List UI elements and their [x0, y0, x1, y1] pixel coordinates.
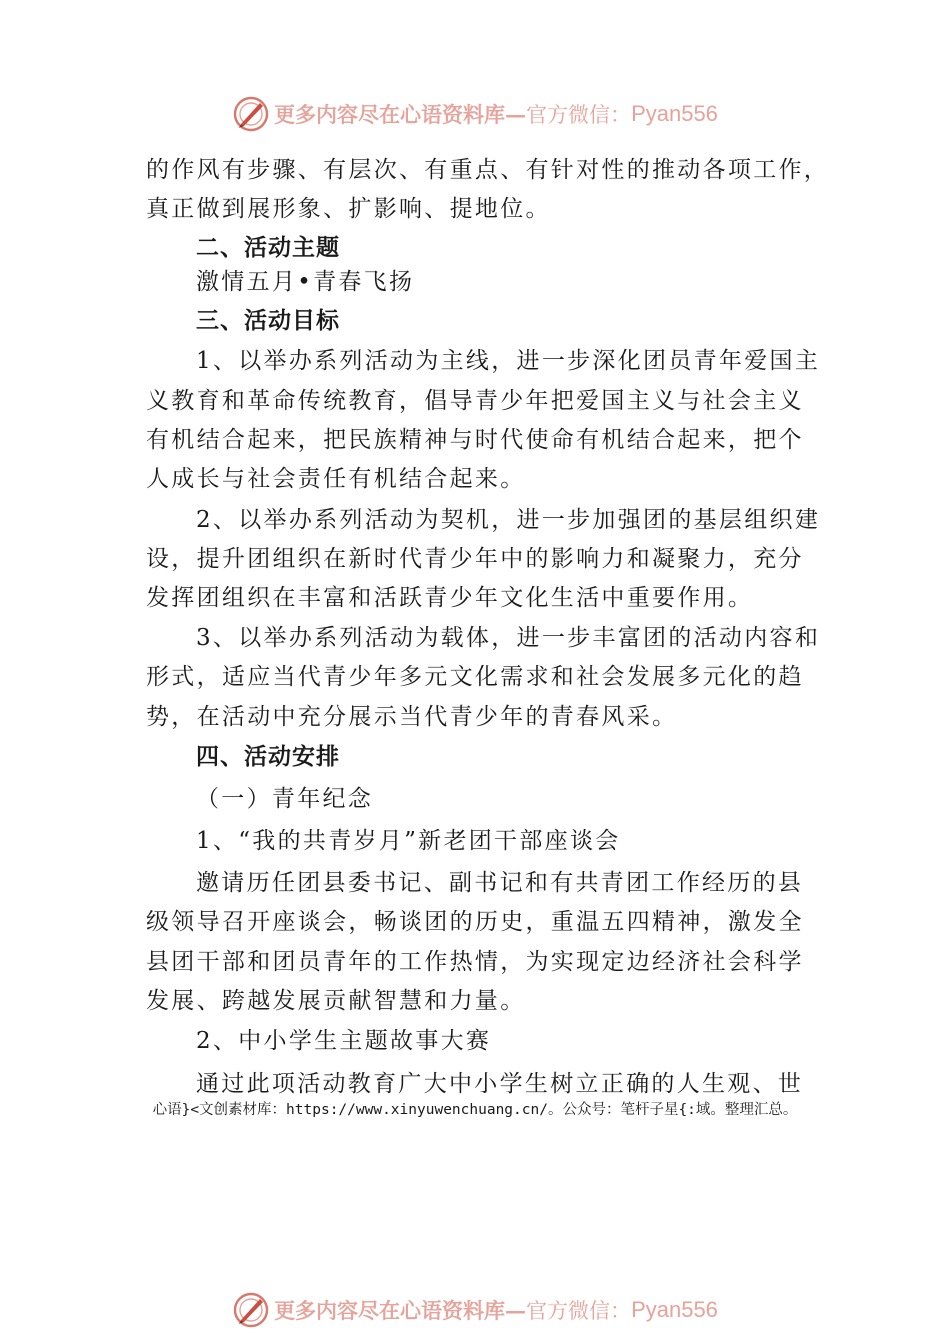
footer-wechat-id: Pyan556 — [631, 1297, 718, 1322]
body-line: 人成长与社会责任有机结合起来。 — [146, 466, 526, 492]
body-line: 3、以举办系列活动为载体，进一步丰富团的活动内容和 — [196, 625, 821, 651]
footer-banner — [0, 1288, 950, 1332]
body-line: 势，在活动中充分展示当代青少年的青春风采。 — [146, 704, 678, 730]
footer-wechat-label: 官方微信： — [526, 1299, 632, 1323]
body-line: 的作风有步骤、有层次、有重点、有针对性的推动各项工作， — [146, 157, 830, 183]
section-heading: 三、活动目标 — [196, 308, 340, 334]
body-line: 义教育和革命传统教育，倡导青少年把爱国主义与社会主义 — [146, 388, 804, 414]
body-line: 设，提升团组织在新时代青少年中的影响力和凝聚力，充分 — [146, 546, 804, 572]
body-line: 激情五月•青春飞扬 — [196, 269, 415, 295]
body-line: 发挥团组织在丰富和活跃青少年文化生活中重要作用。 — [146, 585, 754, 611]
pen-logo-icon — [232, 95, 270, 133]
body-line: 县团干部和团员青年的工作热情，为实现定边经济社会科学 — [146, 949, 804, 975]
section-heading: 四、活动安排 — [196, 744, 340, 770]
body-line: 通过此项活动教育广大中小学生树立正确的人生观、世 — [196, 1071, 804, 1097]
subsection-heading: （一）青年纪念 — [196, 786, 374, 812]
body-line: 发展、跨越发展贡献智慧和力量。 — [146, 988, 526, 1014]
source-footnote: 心语}<文创素材库：https://www.xinyuwenchuang.cn/。公众号：笔杆子星{:域。整理汇总。 — [152, 1102, 798, 1118]
pen-logo-icon — [232, 1291, 270, 1329]
body-line: 真正做到展形象、扩影响、提地位。 — [146, 196, 551, 222]
body-line: 邀请历任团县委书记、副书记和有共青团工作经历的县 — [196, 870, 804, 896]
header-banner — [0, 92, 950, 136]
header-brand-text: 更多内容尽在心语资料库— — [274, 102, 527, 127]
item-title: 2、中小学生主题故事大赛 — [196, 1028, 492, 1054]
body-line: 有机结合起来，把民族精神与时代使命有机结合起来，把个 — [146, 427, 804, 453]
body-line: 形式，适应当代青少年多元文化需求和社会发展多元化的趋 — [146, 664, 804, 690]
body-line: 1、以举办系列活动为主线，进一步深化团员青年爱国主 — [196, 348, 821, 374]
section-heading: 二、活动主题 — [196, 235, 340, 261]
header-wechat-id: Pyan556 — [631, 101, 718, 126]
body-line: 2、以举办系列活动为契机，进一步加强团的基层组织建 — [196, 507, 821, 533]
body-line: 级领导召开座谈会，畅谈团的历史，重温五四精神，激发全 — [146, 909, 804, 935]
header-wechat-label: 官方微信： — [526, 103, 632, 127]
footer-brand-text: 更多内容尽在心语资料库— — [274, 1298, 527, 1323]
item-title: 1、“我的共青岁月”新老团干部座谈会 — [196, 828, 621, 854]
